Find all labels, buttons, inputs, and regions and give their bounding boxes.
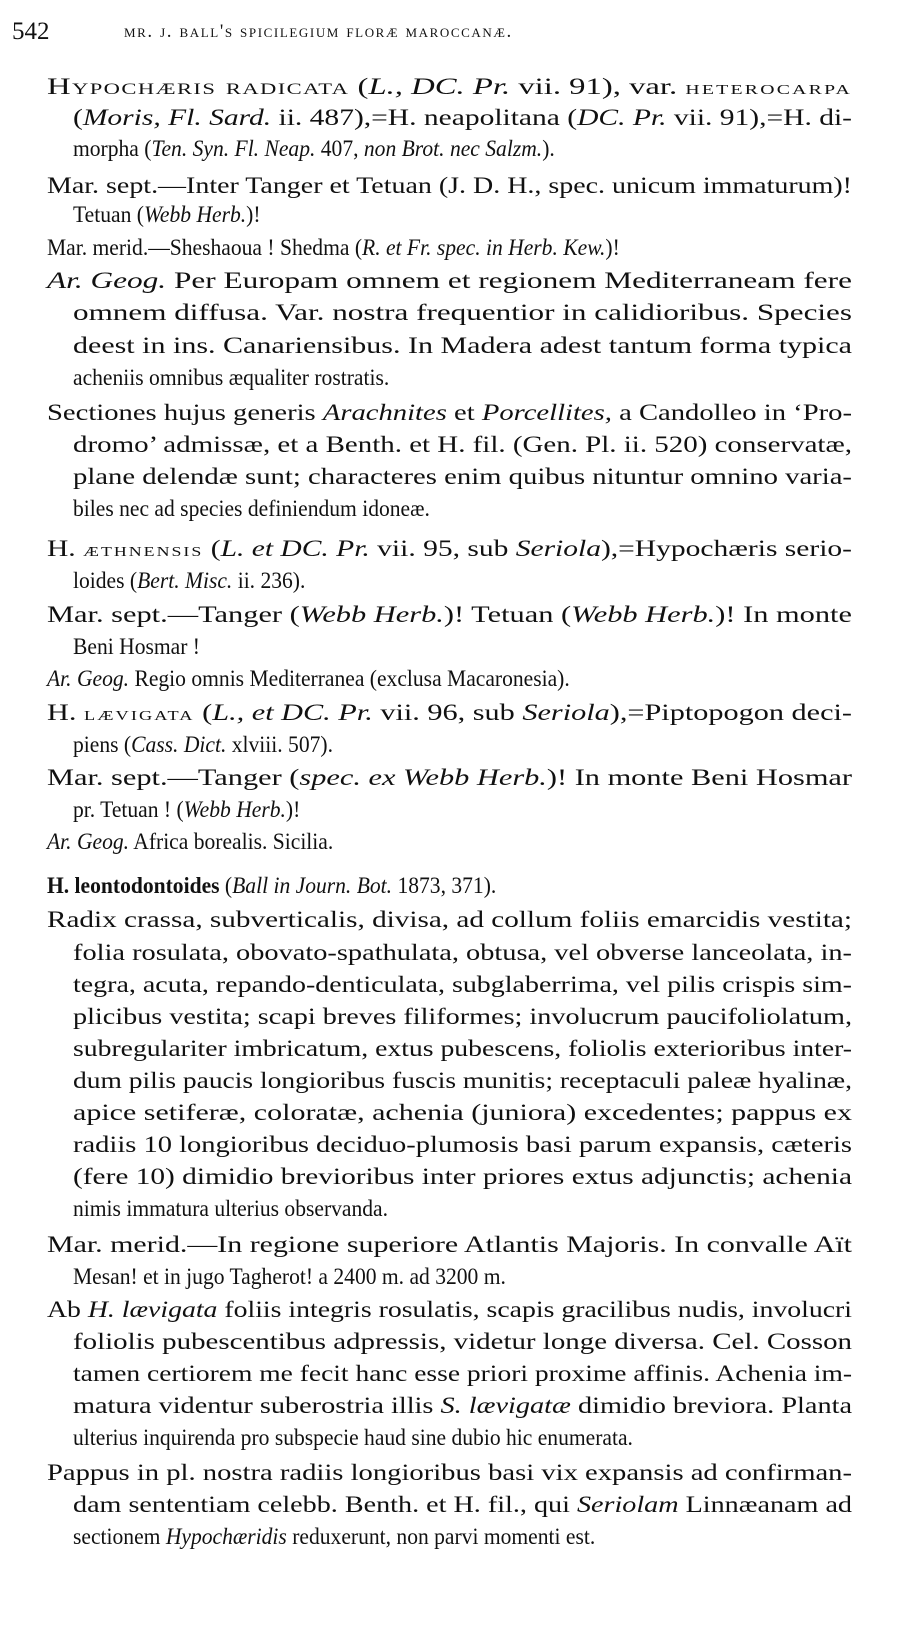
text-segment: )! In monte Beni Hosmar bbox=[546, 765, 852, 791]
text-segment: vii. 96, sub bbox=[372, 700, 523, 726]
text-line bbox=[47, 398, 852, 428]
text-segment: Mar. sept.—Tanger ( bbox=[47, 602, 300, 628]
text-line bbox=[73, 1391, 852, 1421]
text-segment: acheniis omnibus æqualiter rostratis. bbox=[73, 365, 390, 391]
italic-text: L. et DC. Pr. bbox=[220, 536, 370, 562]
italic-text: Webb Herb. bbox=[571, 602, 716, 628]
text-line bbox=[47, 827, 333, 857]
text-segment: ). bbox=[542, 136, 555, 162]
text-line bbox=[73, 363, 389, 393]
text-segment: plicibus vestita; scapi breves filiformes; involucrum paucifoliolatum, bbox=[73, 1004, 852, 1030]
italic-text: S. lævigatæ bbox=[440, 1393, 571, 1419]
text-segment: radiis 10 longioribus deciduo-plumosis basi parum expansis, cæteris bbox=[73, 1132, 852, 1158]
text-segment: ),=Piptopogon deci- bbox=[609, 700, 852, 726]
running-title: mr. j. ball's spicilegium floræ maroccanæ. bbox=[124, 21, 513, 42]
text-line bbox=[73, 1066, 852, 1096]
italic-text: Hypochæridis bbox=[165, 1524, 287, 1550]
italic-text: Webb Herb. bbox=[299, 602, 444, 628]
text-segment: ),=Hypochæris serio- bbox=[600, 536, 852, 562]
text-segment: subregulariter imbricatum, extus pubescens, foliolis exterioribus inter- bbox=[73, 1036, 852, 1062]
text-segment: a Candolleo in ‘Pro- bbox=[611, 400, 852, 426]
text-segment: Tetuan ( bbox=[73, 202, 144, 228]
italic-text: L., DC. Pr. bbox=[368, 74, 511, 100]
text-line bbox=[47, 171, 852, 201]
italic-text: R. et Fr. spec. in Herb. Kew. bbox=[362, 235, 606, 261]
text-line bbox=[73, 331, 852, 361]
italic-text: Webb Herb. bbox=[183, 797, 286, 823]
text-segment: Radix crassa, subverticalis, divisa, ad collum foliis emarcidis vestita; bbox=[47, 907, 852, 933]
text-segment: pr. Tetuan ! ( bbox=[73, 797, 184, 823]
text-line bbox=[73, 566, 305, 596]
text-line bbox=[47, 763, 852, 793]
text-segment: 407, bbox=[315, 136, 364, 162]
italic-text: Ball in Journ. Bot. bbox=[232, 873, 393, 899]
text-segment: )! Tetuan ( bbox=[443, 602, 572, 628]
italic-text: Seriola bbox=[522, 700, 610, 726]
small-caps-text: heterocarpa bbox=[685, 77, 852, 99]
text-segment: Regio omnis Mediterranea (exclusa Macaronesia). bbox=[129, 666, 570, 692]
text-segment: foliolis pubescentibus adpressis, videtur longe diversa. Cel. Cosson bbox=[73, 1329, 852, 1355]
text-line bbox=[73, 1002, 852, 1032]
text-line bbox=[47, 1230, 852, 1260]
text-segment: reduxerunt, non parvi momenti est. bbox=[286, 1524, 596, 1550]
text-segment: dam sententiam celebb. Benth. et H. fil., qui bbox=[73, 1492, 577, 1518]
text-segment: Sectiones hujus generis bbox=[47, 400, 323, 426]
text-segment: Mar. merid.—In regione superiore Atlantis Majoris. In convalle Aït bbox=[47, 1232, 852, 1258]
text-segment: sectionem bbox=[73, 1524, 166, 1550]
text-segment: ( bbox=[219, 873, 233, 899]
text-line bbox=[73, 970, 852, 1000]
text-line bbox=[73, 1522, 595, 1552]
text-segment: deest in ins. Canariensibus. In Madera adest tantum forma typica bbox=[73, 333, 852, 359]
text-line bbox=[47, 233, 620, 263]
text-segment: Mesan! et in jugo Tagherot! a 2400 m. ad 3200 m. bbox=[73, 1264, 506, 1290]
text-line bbox=[73, 1098, 852, 1128]
text-line bbox=[73, 1359, 852, 1389]
text-line bbox=[73, 1423, 633, 1453]
text-segment: tegra, acuta, repando-denticulata, subglaberrima, vel pilis crispis sim- bbox=[73, 972, 852, 998]
text-segment: dum pilis paucis longioribus fuscis munitis; receptaculi paleæ hyalinæ, bbox=[73, 1068, 852, 1094]
text-line bbox=[73, 730, 333, 760]
text-segment: )! bbox=[285, 797, 301, 823]
italic-text: spec. ex Webb Herb. bbox=[299, 765, 547, 791]
text-line bbox=[73, 494, 430, 524]
text-segment: Mar. merid.—Sheshaoua ! Shedma ( bbox=[47, 235, 363, 261]
italic-text: Seriola bbox=[515, 536, 601, 562]
text-line bbox=[47, 905, 852, 935]
text-line bbox=[73, 632, 200, 662]
text-line bbox=[73, 1194, 388, 1224]
text-segment: )! bbox=[246, 202, 261, 228]
text-segment: )! In monte bbox=[715, 602, 852, 628]
italic-text: H. lævigata bbox=[87, 1297, 218, 1323]
text-line bbox=[47, 72, 852, 103]
text-segment: ii. 236). bbox=[232, 568, 306, 594]
text-segment: matura videntur suberostria illis bbox=[73, 1393, 441, 1419]
text-line bbox=[73, 103, 852, 133]
text-segment: ( bbox=[194, 700, 213, 726]
text-segment: loides ( bbox=[73, 568, 138, 594]
text-line bbox=[73, 1327, 852, 1357]
italic-text: Ten. Syn. Fl. Neap. bbox=[151, 136, 316, 162]
text-line bbox=[73, 1130, 852, 1160]
text-segment: H. bbox=[47, 536, 84, 562]
text-line bbox=[47, 266, 852, 296]
text-line bbox=[73, 938, 852, 968]
italic-text: DC. Pr. bbox=[577, 105, 667, 131]
text-segment: (fere 10) dimidio brevioribus inter priores extus adjunctis; achenia bbox=[73, 1164, 852, 1190]
text-segment: 1873, 371). bbox=[392, 873, 497, 899]
italic-text: Seriolam bbox=[576, 1492, 679, 1518]
text-segment: xlviii. 507). bbox=[226, 732, 333, 758]
italic-text: Bert. Misc. bbox=[137, 568, 233, 594]
text-segment: Ab bbox=[47, 1297, 88, 1323]
italic-text: Ar. Geog. bbox=[47, 666, 130, 692]
text-line bbox=[73, 1490, 852, 1520]
italic-text: Webb Herb. bbox=[143, 202, 247, 228]
text-segment: ulterius inquirenda pro subspecie haud sine dubio hic enumerata. bbox=[73, 1425, 633, 1451]
text-segment: plane delendæ sunt; characteres enim quibus nituntur omnino varia- bbox=[73, 464, 852, 490]
text-segment: vii. 91),=H. di- bbox=[666, 105, 852, 131]
text-line bbox=[47, 698, 852, 729]
text-segment: biles nec ad species definiendum idoneæ. bbox=[73, 496, 430, 522]
text-segment: dromo’ admissæ, et a Benth. et H. fil. (Gen. Pl. ii. 520) conservatæ, bbox=[73, 432, 852, 458]
small-caps-text: Hypochæris radicata bbox=[47, 74, 350, 100]
text-line bbox=[47, 664, 570, 694]
italic-text: L., et DC. Pr. bbox=[212, 700, 373, 726]
text-segment: vii. 95, sub bbox=[369, 536, 516, 562]
text-segment: omnem diffusa. Var. nostra frequentior in calidioribus. Species bbox=[73, 300, 852, 326]
text-segment: apice setiferæ, coloratæ, achenia (juniora) excedentes; pappus ex bbox=[73, 1100, 852, 1126]
text-segment: )! bbox=[605, 235, 620, 261]
text-segment: Mar. sept.—Tanger ( bbox=[47, 765, 300, 791]
text-line bbox=[73, 462, 852, 492]
text-segment: Mar. sept.—Inter Tanger et Tetuan (J. D. H., spec. unicum immaturum)! bbox=[47, 173, 852, 199]
italic-text: Cass. Dict. bbox=[131, 732, 227, 758]
text-segment: dimidio breviora. Planta bbox=[570, 1393, 852, 1419]
italic-text: Porcellites, bbox=[481, 400, 612, 426]
running-head bbox=[12, 18, 880, 52]
italic-text: non Brot. nec Salzm. bbox=[363, 136, 543, 162]
text-line bbox=[73, 298, 852, 328]
text-segment: Africa borealis. Sicilia. bbox=[129, 829, 334, 855]
italic-text: Ar. Geog. bbox=[47, 268, 167, 294]
text-segment: ( bbox=[203, 536, 221, 562]
text-segment: vii. 91), var. bbox=[510, 74, 686, 100]
text-line bbox=[47, 534, 852, 565]
text-segment: tamen certiorem me fecit hanc esse priori proxime affinis. Achenia im- bbox=[73, 1361, 852, 1387]
text-line bbox=[73, 134, 555, 164]
italic-text: Arachnites bbox=[322, 400, 447, 426]
text-segment: ii. 487),=H. neapolitana ( bbox=[271, 105, 578, 131]
text-segment: et bbox=[446, 400, 482, 426]
text-line bbox=[73, 1034, 852, 1064]
text-line bbox=[47, 1458, 852, 1488]
text-line bbox=[47, 600, 852, 630]
text-line bbox=[47, 871, 496, 901]
text-segment: ( bbox=[349, 74, 369, 100]
text-segment: Pappus in pl. nostra radiis longioribus basi vix expansis ad confirman- bbox=[47, 1460, 852, 1486]
text-line bbox=[73, 795, 300, 825]
text-segment: foliis integris rosulatis, scapis gracilibus nudis, involucri bbox=[217, 1297, 852, 1323]
page-number: 542 bbox=[12, 18, 50, 45]
text-line bbox=[73, 200, 261, 230]
text-segment: ( bbox=[73, 105, 83, 131]
text-segment: Linnæanam ad bbox=[678, 1492, 852, 1518]
text-line bbox=[73, 1162, 852, 1192]
small-caps-text: æthnensis bbox=[83, 539, 204, 561]
small-caps-text: lævigata bbox=[83, 703, 195, 725]
text-line bbox=[73, 1262, 506, 1292]
text-segment: morpha ( bbox=[73, 136, 152, 162]
italic-text: Ar. Geog. bbox=[47, 829, 130, 855]
text-line bbox=[47, 1295, 852, 1325]
text-segment: Per Europam omnem et regionem Mediterraneam fere bbox=[166, 268, 852, 294]
text-segment: H. bbox=[47, 700, 84, 726]
bold-species-name: H. leontodontoides bbox=[47, 873, 220, 899]
text-segment: nimis immatura ulterius observanda. bbox=[73, 1196, 389, 1222]
text-segment: Beni Hosmar ! bbox=[73, 634, 200, 660]
italic-text: Moris, Fl. Sard. bbox=[82, 105, 272, 131]
text-line bbox=[73, 430, 852, 460]
text-segment: folia rosulata, obovato-spathulata, obtusa, vel obverse lanceolata, in- bbox=[73, 940, 852, 966]
text-segment: piens ( bbox=[73, 732, 132, 758]
